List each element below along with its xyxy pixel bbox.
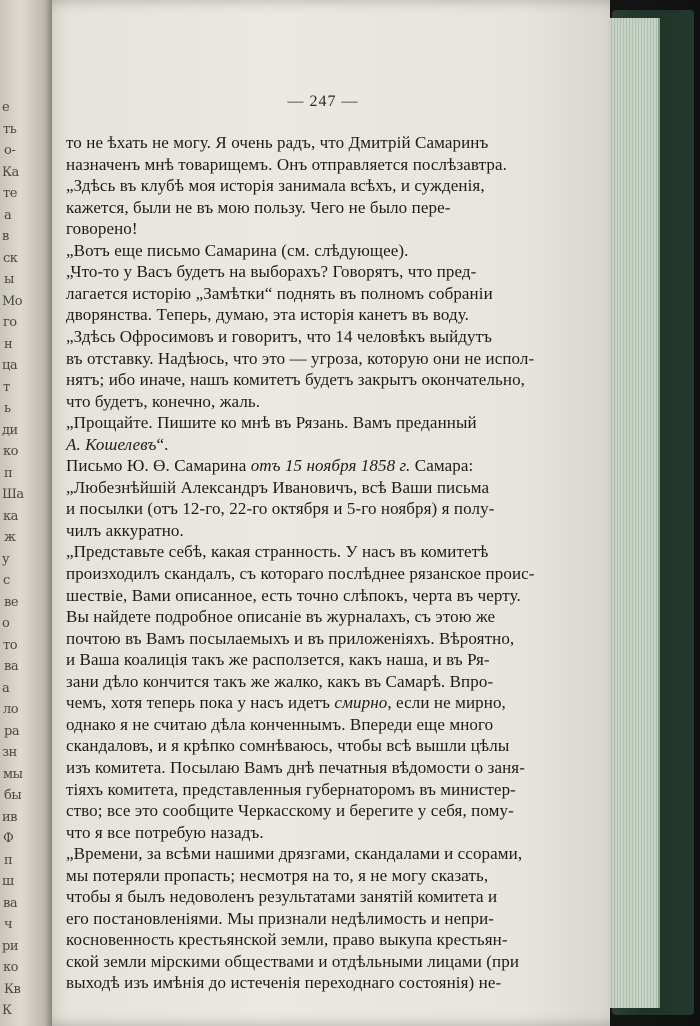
previous-page-edge (0, 0, 52, 1026)
text-line: „Вотъ еще письмо Самарина (см. слѣдующее). (66, 240, 409, 260)
left-page-fragment: е (2, 100, 10, 115)
left-page-fragment: ва (4, 659, 19, 674)
left-page-fragment: ч (4, 917, 13, 932)
left-page-fragment: бы (4, 788, 22, 803)
text-line: и посылки (отъ 12-го, 22-го октября и 5-го ноября) я полу- (66, 499, 495, 519)
left-page-fragment: о (2, 616, 10, 631)
text-line: тіяхъ комитета, представленныя губернаторомъ въ министер- (66, 779, 516, 799)
text-line: говорено! (66, 219, 138, 239)
left-page-fragment: Мо (2, 293, 23, 309)
left-page-fragment: ва (3, 895, 18, 911)
left-page-fragment: ра (4, 723, 20, 739)
text-line: „Времени, за всѣми нашими дрязгами, скандалами и ссорами, (66, 844, 523, 864)
left-page-fragment: с (3, 573, 10, 588)
left-page-fragment: ив (2, 809, 17, 825)
text-line: въ отставку. Надѣюсь, что это — угроза, которую они не испол- (66, 348, 535, 368)
text-line: мы потеряли пропасть; несмотря на то, я не могу сказать, (66, 865, 489, 885)
left-page-fragment: а (2, 680, 10, 696)
left-page-fragment: ди (2, 422, 18, 438)
left-page-fragment: ж (4, 530, 16, 545)
left-page-fragment: о- (4, 143, 16, 158)
left-page-fragment: Ша (2, 487, 24, 502)
text-line: чтобы я былъ недоволенъ результатами занятій комитета и (66, 887, 498, 907)
text-line: лагается исторію „Замѣтки“ поднять въ полномъ собраніи (66, 283, 493, 303)
text-line: „Что-то у Васъ будетъ на выборахъ? Говорятъ, что пред- (66, 262, 477, 282)
left-page-fragment: го (3, 315, 17, 330)
left-page-fragment: Ф (3, 831, 14, 846)
left-page-fragment: ш (2, 874, 14, 889)
left-page-fragment: п (4, 852, 13, 868)
left-page-fragment: ы (4, 272, 14, 287)
left-page-fragment: ве (4, 594, 19, 610)
text-line: чилъ аккуратно. (66, 520, 184, 540)
text-line: почтою въ Вамъ посылаемыхъ и въ приложеніяхъ. Вѣроятно, (66, 628, 515, 648)
text-line: „Здѣсь въ клубѣ моя исторія занимала всѣхъ, и сужденія, (66, 176, 485, 196)
text-line: то не ѣхать не могу. Я очень радъ, что Дмитрій Самаринъ (66, 133, 489, 152)
text-line: дворянства. Теперь, думаю, эта исторія канетъ въ воду. (66, 305, 469, 325)
text-line: его постановленіями. Мы признали недѣлимость и непри- (66, 908, 495, 928)
left-page-fragment: К (2, 1003, 12, 1018)
left-page-fragment: ри (2, 938, 18, 954)
left-page-fragment: Кв (4, 981, 21, 997)
text-line: шествіе, Вами описанное, есть точно слѣпокъ, черта въ черту. (66, 585, 521, 605)
left-page-fragment: ь (4, 401, 11, 416)
book-page (36, 0, 610, 1026)
text-line: „Любезнѣйшій Александръ Ивановичъ, всѣ Ваши письма (66, 477, 490, 497)
left-page-fragment: то (3, 637, 18, 653)
left-page-fragment: ть (3, 121, 17, 137)
left-page-fragment: п (4, 465, 13, 481)
text-line: и Ваша коалиція такъ же расползется, какъ наша, и въ Ря- (66, 650, 490, 670)
left-page-fragment: те (3, 186, 17, 201)
text-line: „Здѣсь Офросимовъ и говоритъ, что 14 человѣкъ выйдутъ (66, 326, 493, 346)
left-page-fragment: в (2, 229, 9, 244)
left-page-fragment: у (2, 551, 10, 567)
text-line: изъ комитета. Посылаю Вамъ днѣ печатныя вѣдомости о заня- (66, 757, 525, 777)
text-line: скандаловъ, и я крѣпко сомнѣваюсь, чтобы всѣ вышли цѣлы (66, 736, 510, 756)
text-line: нятъ; ибо иначе, нашъ комитетъ будетъ закрытъ окончательно, (66, 370, 526, 390)
text-line: Вы найдете подробное описаніе въ журналахъ, съ этою же (66, 607, 496, 627)
text-line: назначенъ мнѣ товарищемъ. Онъ отправляется послѣзавтра. (66, 154, 507, 174)
text-line: Письмо Ю. Ө. Самарина отъ 15 ноября 1858 г. Самара: (66, 456, 474, 476)
page-number: — 247 — (287, 93, 359, 110)
text-line: ство; все это сообщите Черкасскому и берегите у себя, пому- (66, 801, 514, 821)
left-page-fragment: а (4, 207, 12, 223)
left-page-fragment: т (3, 379, 10, 395)
text-line: А. Кошелевъ“. (66, 434, 169, 454)
left-page-fragment: Ка (2, 164, 19, 180)
left-page-fragment: ца (2, 358, 18, 373)
text-line: „Представьте себѣ, какая странность. У насъ въ комитетѣ (66, 542, 489, 562)
text-line: ской земли мірскими обществами и отдѣльными лицами (при (66, 951, 520, 971)
left-page-fragment: зн (2, 745, 17, 760)
left-page-fragment: ло (3, 702, 19, 717)
left-page-fragment: ка (3, 508, 18, 524)
text-line: „Прощайте. Пишите ко мнѣ въ Рязань. Вамъ преданный (66, 413, 477, 433)
text-line: выходѣ изъ имѣнія до истеченія переходнаго состоянія) не- (66, 973, 502, 993)
left-page-fragment: н (4, 336, 13, 352)
text-line: кажется, были не въ мою пользу. Чего не было пере- (66, 197, 451, 217)
text-line: чемъ, хотя теперь пока у насъ идетъ смирно, если не мирно, (66, 693, 506, 713)
text-line: что будетъ, конечно, жаль. (66, 391, 261, 411)
text-line: косновенность крестьянской земли, право выкупа крестьян- (66, 930, 508, 950)
text-line: что я все потребую назадъ. (66, 822, 264, 842)
left-page-fragment: ко (3, 444, 18, 459)
left-page-fragment: ск (3, 250, 18, 266)
text-line: зани дѣло кончится такъ же жалко, какъ въ Самарѣ. Впро- (66, 671, 494, 691)
text-line: однако я не считаю дѣла конченнымъ. Впереди еще много (66, 714, 494, 734)
left-page-fragment: ко (3, 960, 18, 975)
text-line: произходилъ скандалъ, съ котораго послѣднее рязанское проис- (66, 564, 535, 583)
left-page-fragment: мы (3, 766, 23, 782)
